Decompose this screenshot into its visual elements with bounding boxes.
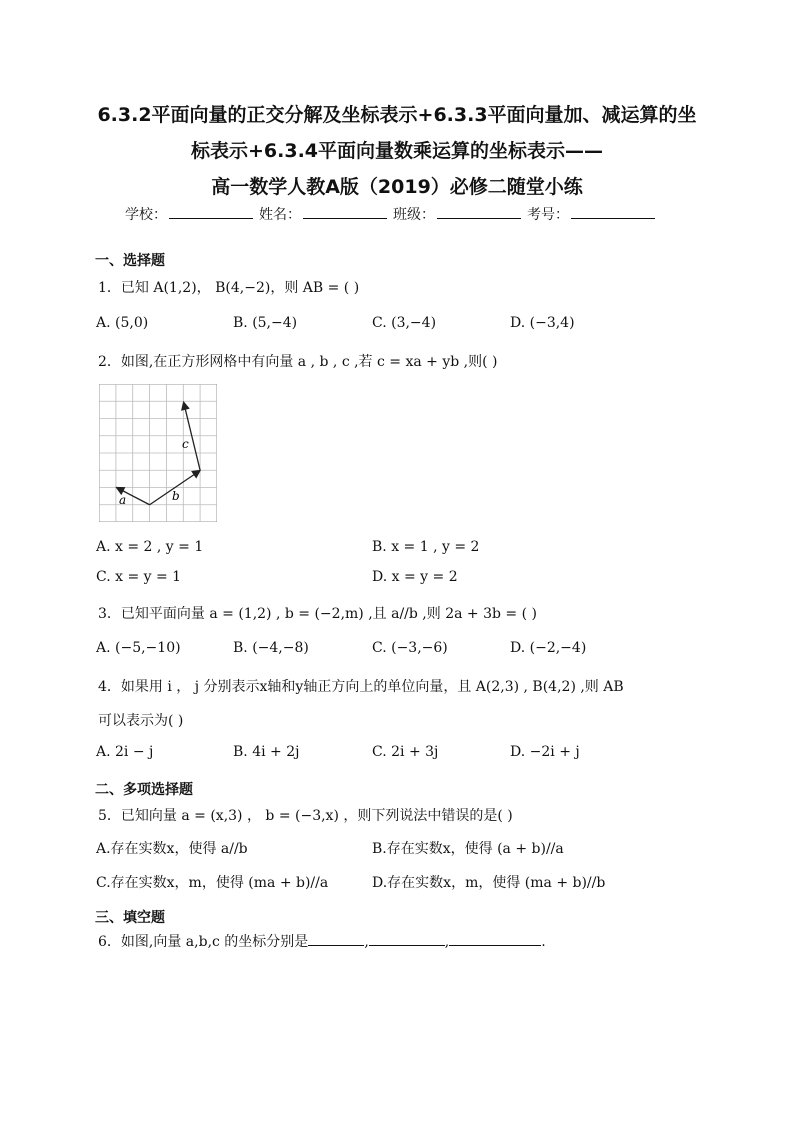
q2-option-c[interactable]: C. x = y = 1 — [96, 569, 182, 585]
q6-text: 6．如图,向量 a,b,c 的坐标分别是 — [98, 934, 309, 950]
q1-option-d[interactable]: D. (−3,4) — [510, 315, 575, 331]
q6-blank-1[interactable] — [308, 932, 364, 946]
title-line-3: 高一数学人教A版（2019）必修二随堂小练 — [211, 176, 583, 198]
section-heading-choice: 一、选择题 — [95, 253, 165, 269]
q1-option-c[interactable]: C. (3,−4) — [372, 315, 437, 331]
q6-comma-2: , — [444, 934, 450, 950]
q5-option-b[interactable]: B.存在实数x，使得 (a + b)//a — [372, 841, 564, 857]
class-blank[interactable] — [437, 204, 521, 219]
question-5-stem: 5．已知向量 a = (x,3) ， b = (−3,x) ，则下列说法中错误的是( ) — [98, 808, 513, 824]
title-line-2: 标表示+6.3.4平面向量数乘运算的坐标表示—— — [190, 140, 604, 162]
q2-option-b[interactable]: B. x = 1 , y = 2 — [372, 539, 480, 555]
q5-option-c[interactable]: C.存在实数x，m，使得 (ma + b)//a — [96, 875, 329, 891]
question-6-stem — [98, 931, 546, 951]
q6-comma-1: , — [364, 934, 369, 950]
q6-blank-2[interactable] — [369, 932, 445, 946]
q1-option-b[interactable]: B. (5,−4) — [233, 315, 298, 331]
q3-option-c[interactable]: C. (−3,−6) — [372, 640, 448, 656]
q4-option-b[interactable]: B. 4i + 2j — [233, 744, 300, 760]
section-heading-multiple-choice: 二、多项选择题 — [95, 782, 193, 798]
q6-period: . — [541, 934, 546, 950]
vector-b-label: b — [172, 489, 180, 503]
question-2-stem: 2．如图,在正方形网格中有向量 a , b , c ,若 c = xa + yb ,则( ) — [98, 354, 498, 370]
vector-grid-figure — [99, 384, 217, 522]
title-line-1: 6.3.2平面向量的正交分解及坐标表示+6.3.3平面向量加、减运算的坐 — [97, 104, 697, 126]
section-heading-fill-in: 三、填空题 — [95, 910, 165, 926]
q2-option-d[interactable]: D. x = y = 2 — [372, 569, 458, 585]
q5-option-a[interactable]: A.存在实数x，使得 a//b — [96, 841, 248, 857]
question-4-stem: 4．如果用 i ， j 分别表示x轴和y轴正方向上的单位向量，且 A(2,3) , B(4,2) ,则 AB — [98, 679, 624, 695]
number-blank[interactable] — [571, 204, 655, 219]
grid-svg — [99, 384, 217, 522]
question-3-stem: 3．已知平面向量 a = (1,2) , b = (−2,m) ,且 a//b ,则 2a + 3b = ( ) — [98, 606, 537, 622]
q3-option-a[interactable]: A. (−5,−10) — [96, 640, 181, 656]
question-4-stem-continued: 可以表示为( ) — [98, 713, 184, 729]
q4-option-c[interactable]: C. 2i + 3j — [372, 744, 439, 760]
name-label: 姓名： — [259, 207, 301, 223]
student-info-row — [125, 204, 685, 224]
q2-option-a[interactable]: A. x = 2 , y = 1 — [96, 539, 204, 555]
q3-option-d[interactable]: D. (−2,−4) — [510, 640, 587, 656]
school-label: 学校： — [125, 207, 167, 223]
class-label: 班级： — [393, 207, 435, 223]
name-blank[interactable] — [303, 204, 387, 219]
q3-option-b[interactable]: B. (−4,−8) — [233, 640, 309, 656]
q5-option-d[interactable]: D.存在实数x，m，使得 (ma + b)//b — [372, 875, 606, 891]
school-blank[interactable] — [169, 204, 253, 219]
vector-a-label: a — [119, 493, 127, 507]
vector-c-label: c — [182, 437, 189, 451]
number-label: 考号： — [527, 207, 569, 223]
q4-option-a[interactable]: A. 2i − j — [96, 744, 154, 760]
question-1-stem: 1．已知 A(1,2)， B(4,−2)，则 AB = ( ) — [98, 280, 360, 296]
q1-option-a[interactable]: A. (5,0) — [96, 315, 149, 331]
q4-option-d[interactable]: D. −2i + j — [510, 744, 580, 760]
q6-blank-3[interactable] — [449, 932, 541, 946]
